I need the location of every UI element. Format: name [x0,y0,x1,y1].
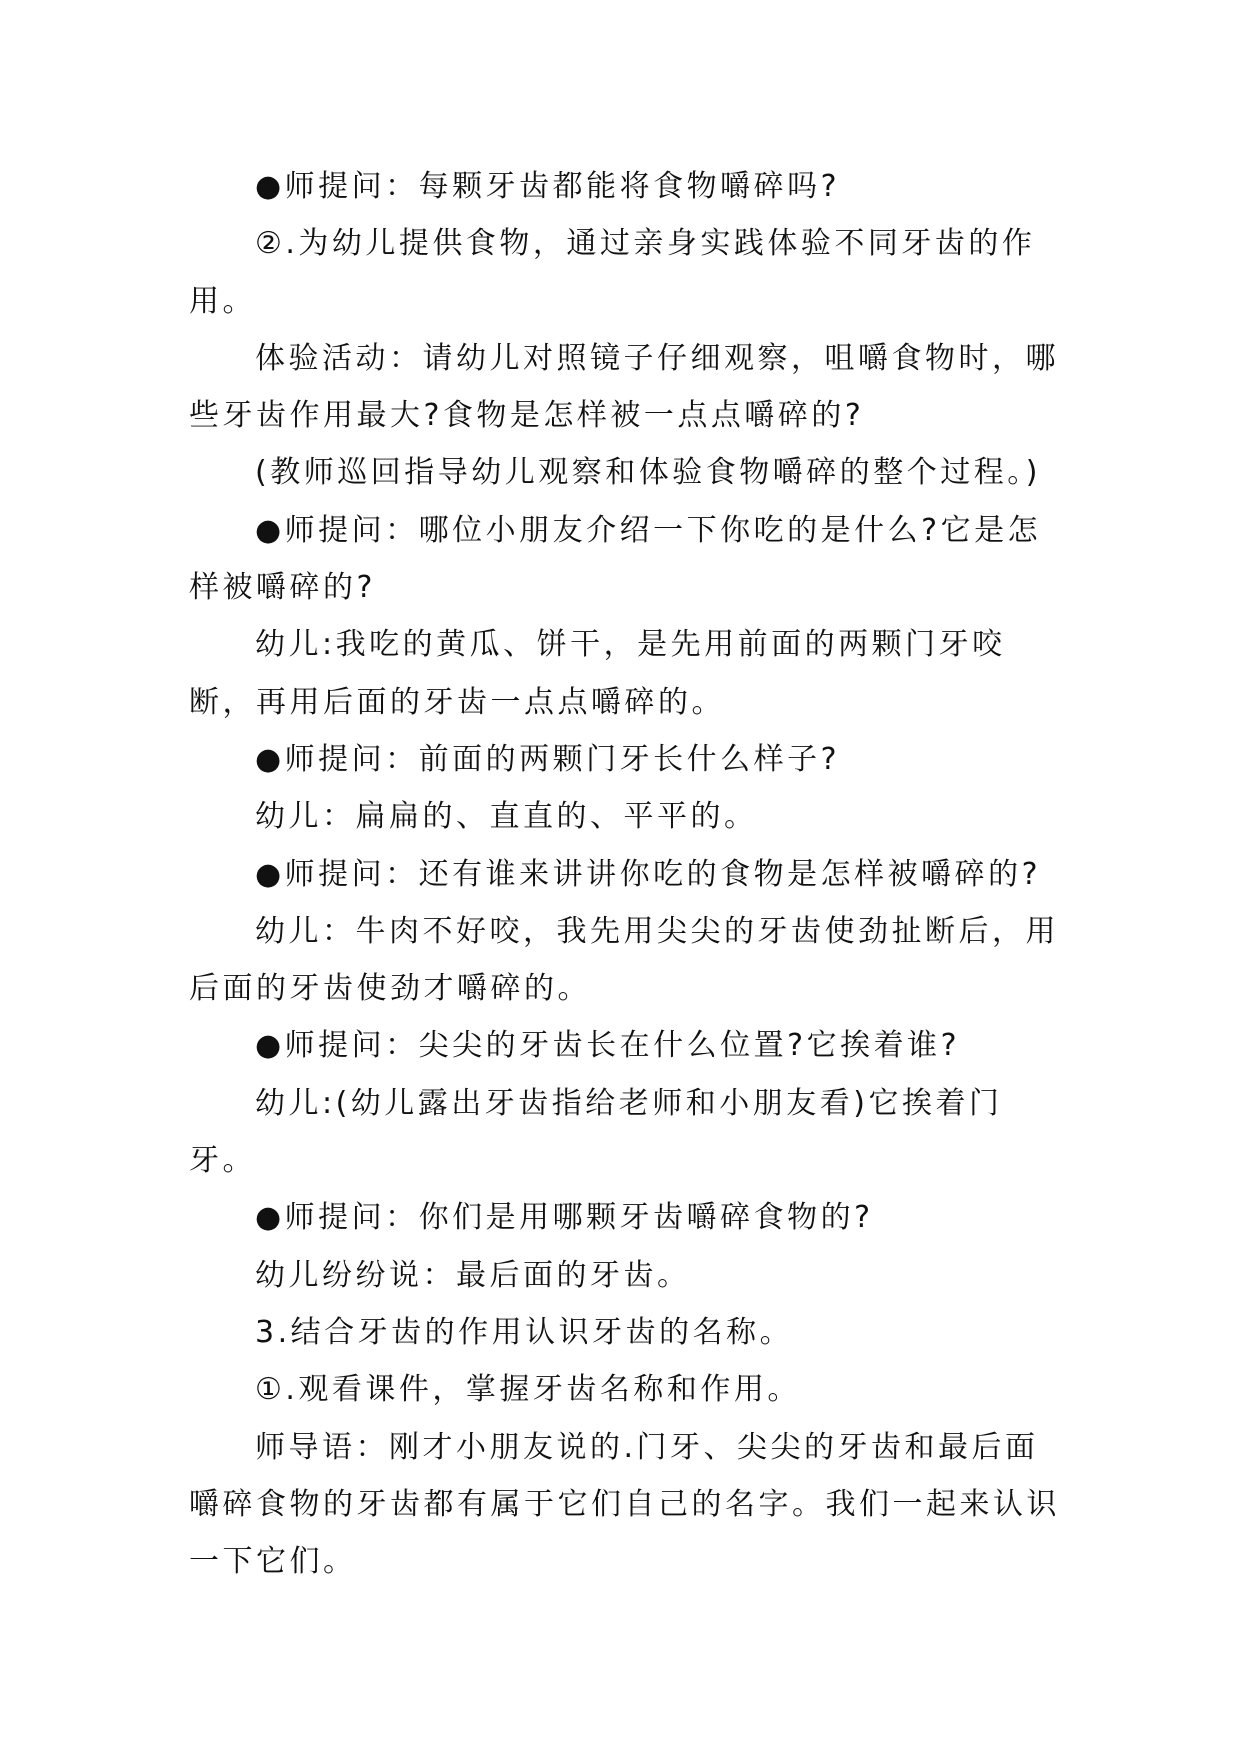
paragraph: 幼儿：扁扁的、直直的、平平的。 [255,799,758,835]
paragraph: 幼儿：牛肉不好咬，我先用尖尖的牙齿使劲扯断后，用后面的牙齿使劲才嚼碎的。 [189,913,1059,1007]
paragraph: ①.观看课件，掌握牙齿名称和作用。 [255,1372,801,1408]
paragraph: ●师提问：前面的两颗门牙长什么样子? [255,741,841,777]
paragraph: ●师提问：哪位小朋友介绍一下你吃的是什么?它是怎样被嚼碎的? [189,512,1042,606]
paragraph: ●师提问：你们是用哪颗牙齿嚼碎食物的? [255,1200,874,1236]
paragraph: ●师提问：尖尖的牙齿长在什么位置?它挨着谁? [255,1028,961,1064]
paragraph: 体验活动：请幼儿对照镜子仔细观察，咀嚼食物时，哪些牙齿作用最大?食物是怎样被一点点嚼碎的? [189,340,1059,434]
paragraph: 3.结合牙齿的作用认识牙齿的名称。 [255,1314,794,1350]
paragraph: ●师提问：还有谁来讲讲你吃的食物是怎样被嚼碎的? [255,856,1042,892]
paragraph: 师导语：刚才小朋友说的.门牙、尖尖的牙齿和最后面嚼碎食物的牙齿都有属于它们自己的名字。我们一起来认识一下它们。 [189,1429,1060,1580]
document-body [189,158,1061,1590]
paragraph: (教师巡回指导幼儿观察和体验食物嚼碎的整个过程。) [255,455,1041,491]
paragraph: ●师提问：每颗牙齿都能将食物嚼碎吗? [255,169,841,204]
paragraph: 幼儿:(幼儿露出牙齿指给老师和小朋友看)它挨着门牙。 [189,1085,1003,1179]
paragraph: 幼儿:我吃的黄瓜、饼干，是先用前面的两颗门牙咬断，再用后面的牙齿一点点嚼碎的。 [189,627,1006,720]
paragraph: ②.为幼儿提供食物，通过亲身实践体验不同牙齿的作用。 [189,226,1036,319]
paragraph: 幼儿纷纷说：最后面的牙齿。 [255,1257,691,1293]
